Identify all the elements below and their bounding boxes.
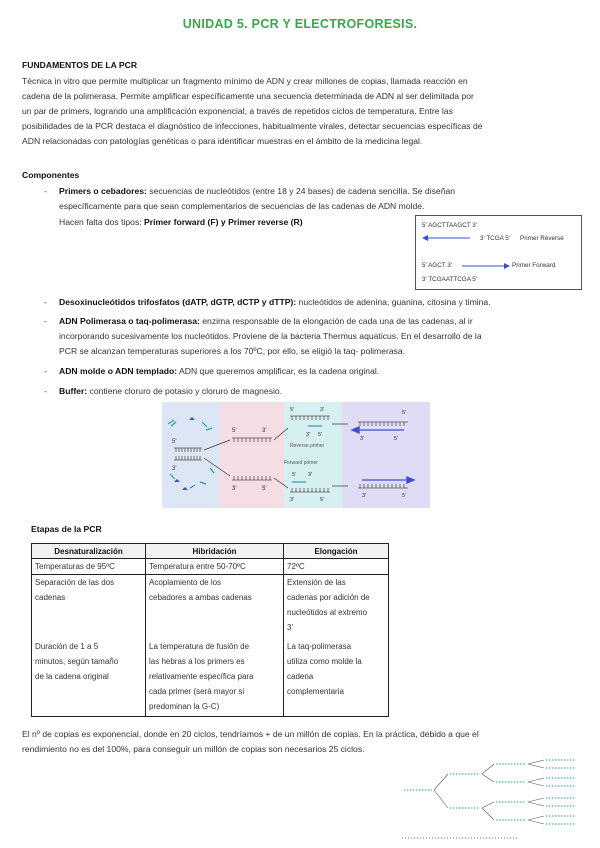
- primer-forward-label: Primer Forward: [512, 262, 556, 269]
- etapas-heading: Etapas de la PCR: [31, 524, 102, 534]
- diagram-label: 3': [172, 466, 177, 472]
- diagram-label: 5': [318, 432, 323, 438]
- panel-annealing: [220, 402, 284, 508]
- arrow-left-icon: [422, 234, 472, 242]
- table-cell: La temperatura de fusión de las hebras a los primers es relativamente específica para cada primer (será mayor si predominan la G-C): [146, 639, 284, 717]
- primers-types-bold: Primer forward (F) y Primer reverse (R): [144, 217, 303, 227]
- table-cell: La taq-polimerasa utiliza como molde la cadena complementaria: [284, 639, 389, 717]
- diagram-label: 3': [360, 436, 365, 442]
- table-row: [32, 559, 389, 575]
- diagram-label: 5': [262, 486, 267, 492]
- arrow-right-icon: [462, 262, 512, 270]
- table-cell: 72ºC: [284, 559, 389, 575]
- diagram-label: 3': [262, 428, 267, 434]
- primer-seq-3: 5' AGCT 3': [422, 262, 452, 269]
- table-cell: Separación de las dos cadenas: [32, 575, 146, 640]
- table-cell: Extensión de las cadenas por adición de nucleótidos al extremo 3': [284, 575, 389, 640]
- list-item-primers: [44, 184, 580, 214]
- molde-text: ADN que queremos amplificar, es la cadena original.: [177, 366, 380, 376]
- table-row: [32, 639, 389, 717]
- table-header: Desnaturalización: [32, 544, 146, 559]
- primers-label: Primers o cebadores:: [59, 186, 147, 196]
- table-cell: Temperatura entre 50-70ºC: [146, 559, 284, 575]
- fundamentos-line: posibilidades de la PCR destaca el diagnóstico de infecciones, habitualmente virales, detectar secuencias específicas de: [22, 121, 483, 131]
- diagram-label: 3': [290, 497, 295, 503]
- copias-paragraph: [22, 727, 580, 757]
- primers-types: [59, 215, 399, 230]
- table-cell: Duración de 1 a 5 minutos, según tamaño de la cadena original: [32, 639, 146, 717]
- table-header: Elongación: [284, 544, 389, 559]
- primer-seq-1: 5' AGCTTAAGCT 3': [422, 222, 478, 229]
- primers-text-2: específicamente para que sean complementarios de secuencias de las cadenas de ADN molde.: [59, 201, 425, 211]
- primer-seq-2: 3' TCGA 5': [480, 235, 510, 242]
- primer-reverse-label: Primer Reverse: [520, 235, 564, 242]
- polimerasa-text-3: PCR se alcanzan temperaturas superiores a los 70ºC, por ello, se eligió la taq- polimerasa.: [59, 346, 406, 356]
- molde-label: ADN molde o ADN templado:: [59, 366, 178, 376]
- fundamentos-line: ADN relacionadas con patologías genéticas o para identificar muestras en el ámbito de la medicina legal.: [22, 136, 423, 146]
- polimerasa-label: ADN Polimerasa o taq-polimerasa:: [59, 316, 200, 326]
- fundamentos-paragraph: [22, 74, 580, 149]
- amplification-tree-diagram: [398, 758, 588, 846]
- copias-line: rendimiento no es del 100%, para conseguir un millón de copias son necesarios 25 ciclos.: [22, 744, 365, 754]
- primer-seq-4: 3' TCGAATTCGA 5': [422, 276, 478, 283]
- list-item-molde: [44, 364, 580, 379]
- diagram-label: 3': [232, 486, 237, 492]
- bullet-dash: -: [44, 297, 47, 307]
- polimerasa-text-2: incorporando sucesivamente los nucleótidos. Proviene de la bacteria Thermus aquaticus. En el desarrollo de la: [59, 331, 482, 341]
- reverse-primer-label: Reverse primer: [290, 443, 325, 449]
- buffer-text: contiene cloruro de potasio y cloruro de magnesio.: [87, 386, 283, 396]
- copias-line: El nº de copias es exponencial, donde en 20 ciclos, tendríamos + de un millón de copias. En la práctica, debido a que el: [22, 729, 479, 739]
- dntp-text: nucleótidos de adenina, guanina, citosina y timina.: [296, 297, 491, 307]
- componentes-heading: Componentes: [22, 170, 80, 180]
- bullet-dash: -: [44, 186, 47, 196]
- diagram-label: 5': [402, 410, 407, 416]
- diagram-label: 3': [320, 407, 325, 413]
- diagram-label: 3': [362, 493, 367, 499]
- primers-types-prefix: Hacen falta dos tipos:: [59, 217, 145, 227]
- dntp-label: Desoxinucleótidos trifosfatos (dATP, dGTP, dCTP y dTTP):: [59, 297, 297, 307]
- diagram-label: 3': [308, 472, 313, 478]
- pcr-cycle-diagram: [162, 402, 430, 508]
- forward-primer-label: Forward primer: [284, 460, 318, 466]
- dna-copy-icon: [404, 760, 576, 824]
- fundamentos-line: cadena de la polimerasa. Permite amplificar específicamente una secuencia determinada de ADN al ser delimitada por: [22, 91, 474, 101]
- panel-denaturation: [162, 402, 220, 508]
- primers-text: secuencias de nucleótidos (entre 18 y 24 bases) de cadena sencilla. Se diseñan: [146, 186, 456, 196]
- panel-elongation: [342, 402, 430, 508]
- buffer-label: Buffer:: [59, 386, 88, 396]
- bullet-dash: -: [44, 316, 47, 326]
- table-cell: Temperaturas de 95ºC: [32, 559, 146, 575]
- list-item-buffer: [44, 384, 580, 399]
- diagram-label: 5': [394, 436, 399, 442]
- list-item-dntp: [44, 295, 580, 310]
- diagram-label: 5': [292, 472, 297, 478]
- diagram-label: 3': [306, 432, 311, 438]
- fundamentos-line: un par de primers, logrando una amplificación exponencial, a través de repetidos ciclos de temperatura. Entre las: [22, 106, 453, 116]
- polimerasa-text: enzima responsable de la elongación de cada una de las cadenas, al ir: [199, 316, 473, 326]
- page-title: UNIDAD 5. PCR Y ELECTROFORESIS.: [182, 17, 418, 31]
- branch-arrow-icon: [434, 760, 544, 824]
- bullet-dash: -: [44, 386, 47, 396]
- list-item-polimerasa: [44, 314, 580, 359]
- bullet-dash: -: [44, 366, 47, 376]
- primer-diagram-box: [415, 215, 582, 290]
- table-header: Hibridación: [146, 544, 284, 559]
- diagram-label: 5': [172, 439, 177, 445]
- etapas-table: [31, 543, 389, 717]
- diagram-label: 5': [290, 407, 295, 413]
- fundamentos-line: Técnica in vitro que permite multiplicar un fragmento mínimo de ADN y crear millones de copias, llamada reacción en: [22, 76, 468, 86]
- table-row: [32, 575, 389, 640]
- fundamentos-heading: FUNDAMENTOS DE LA PCR: [22, 60, 138, 70]
- table-cell: Acoplamiento de los cebadores a ambas cadenas: [146, 575, 284, 640]
- diagram-label: 5': [320, 497, 325, 503]
- diagram-label: 5': [402, 493, 407, 499]
- diagram-label: 5': [232, 428, 237, 434]
